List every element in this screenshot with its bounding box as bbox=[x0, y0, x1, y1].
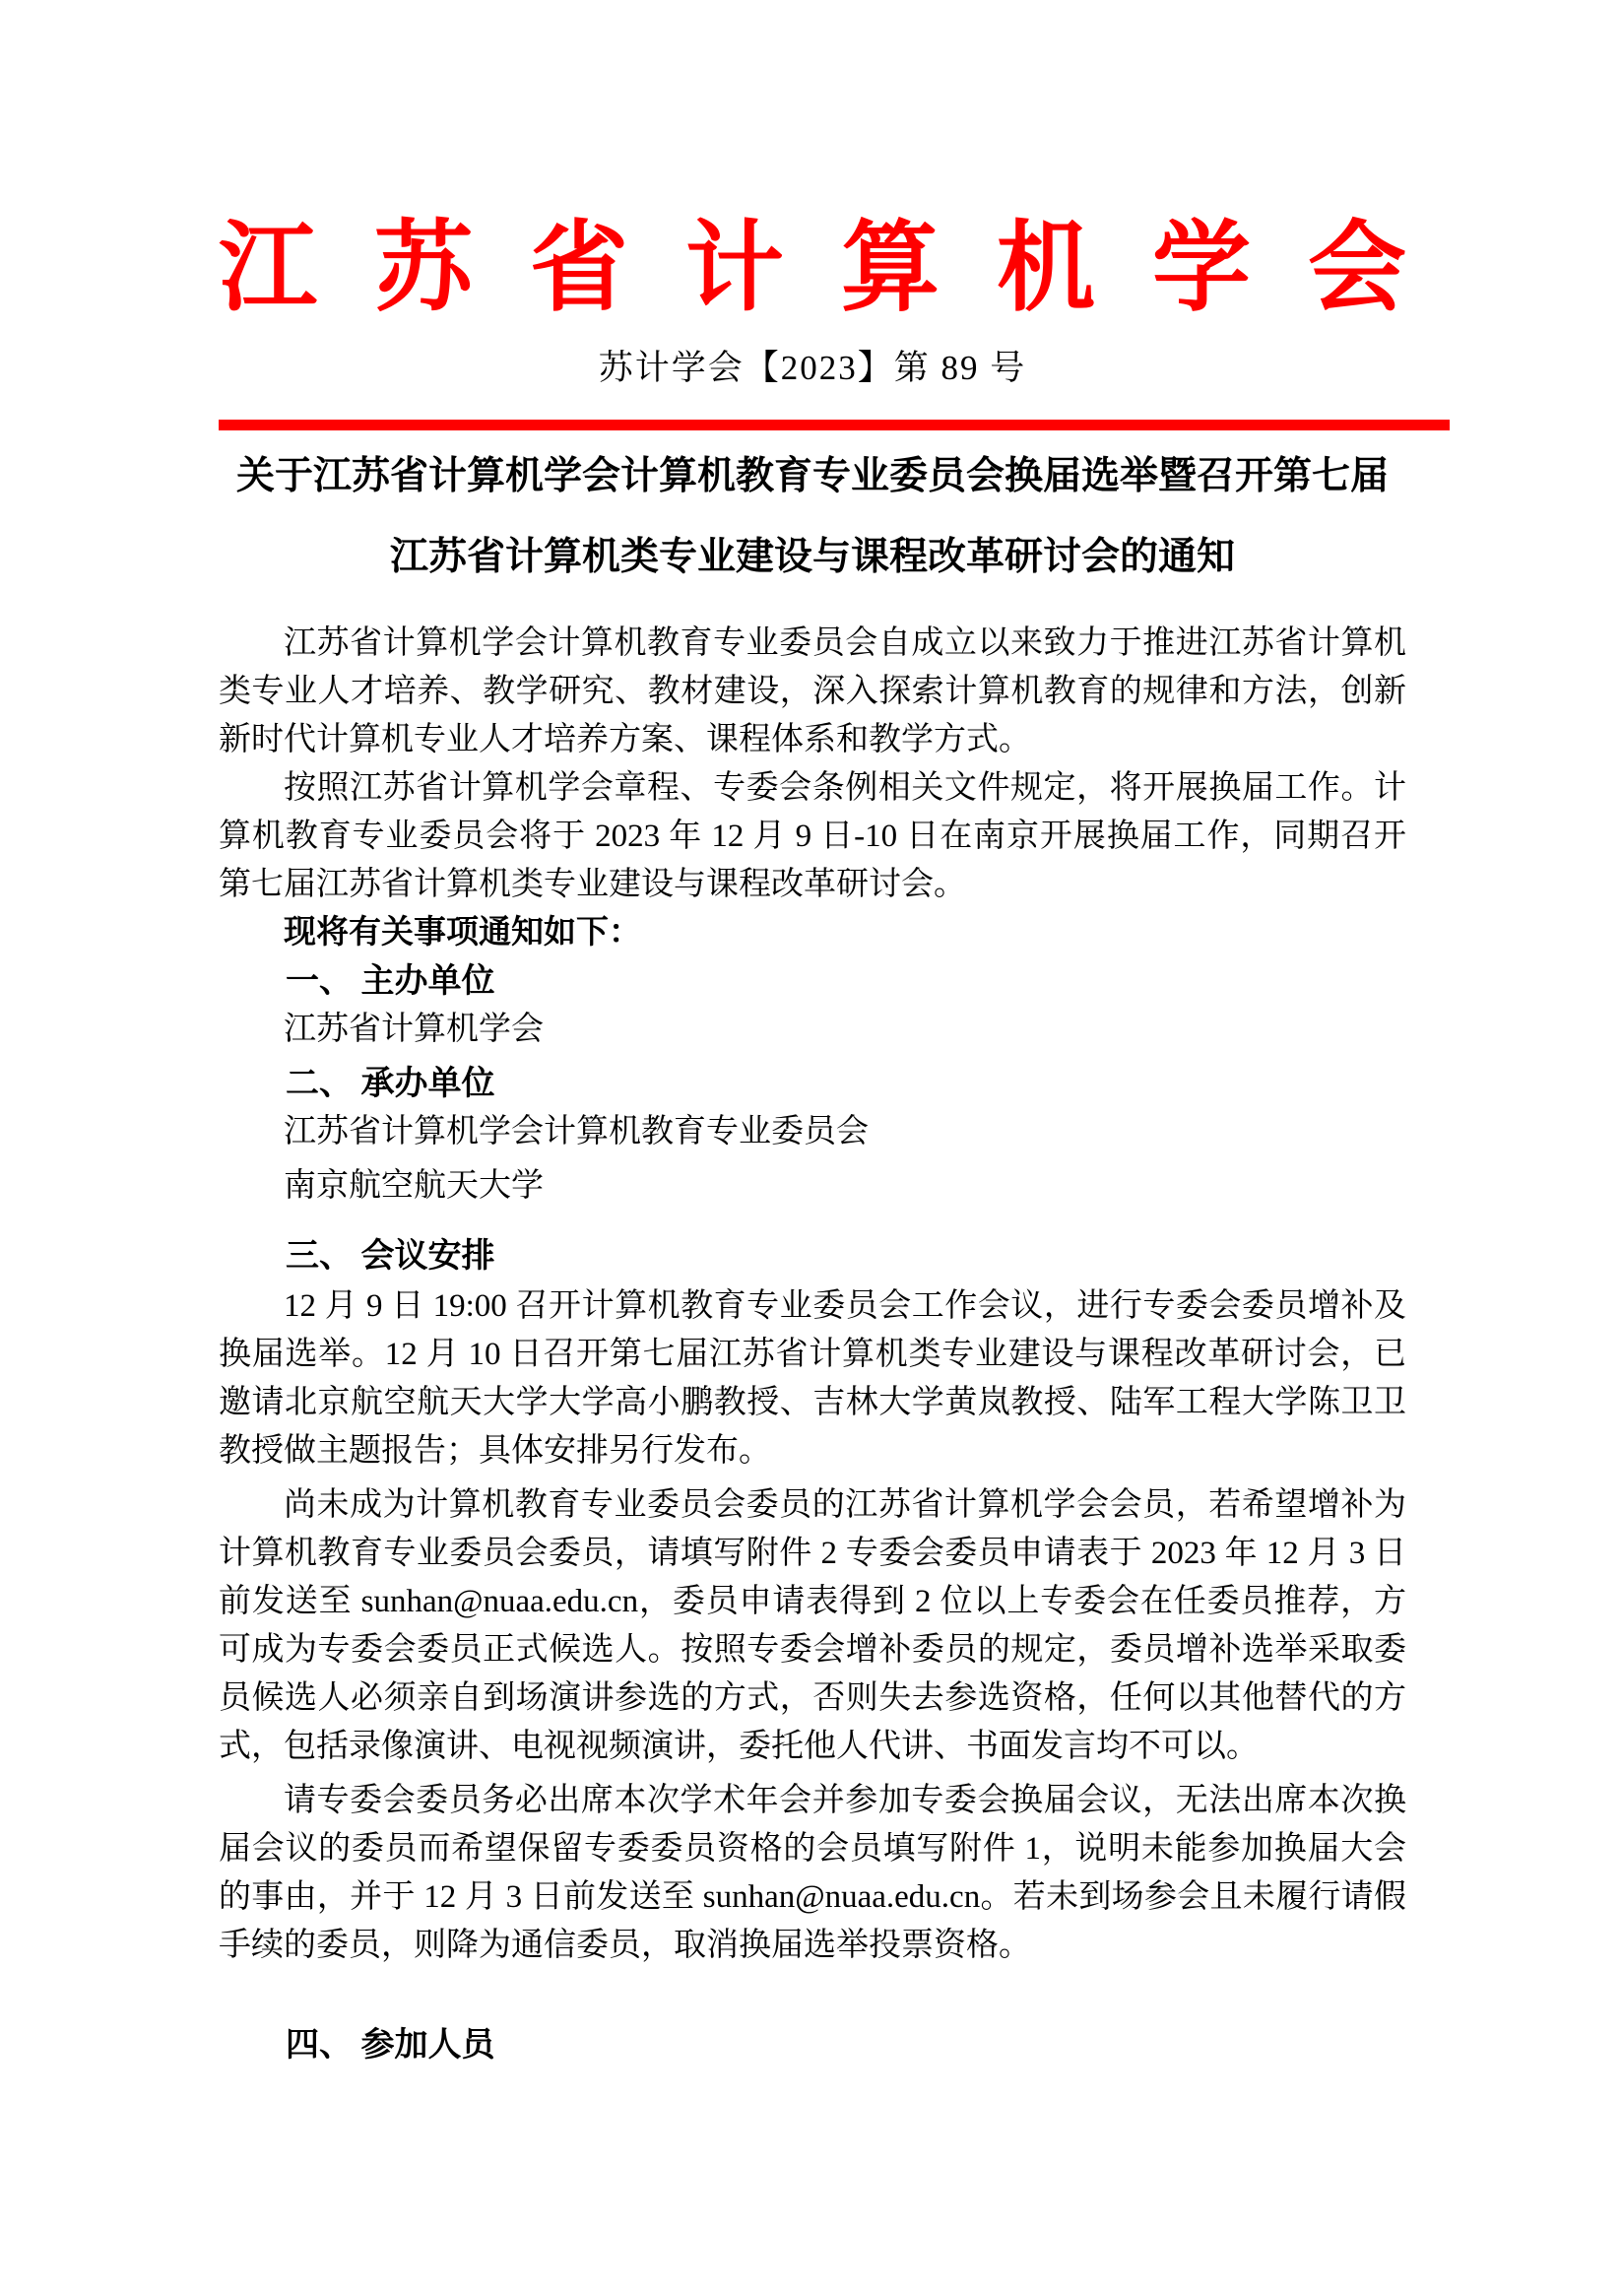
document-body bbox=[219, 620, 1406, 2069]
section-organizer-unit bbox=[219, 1060, 1406, 1211]
org-title: 江苏省计算机学会 bbox=[219, 214, 1463, 323]
section-meeting-arrangement bbox=[219, 1232, 1406, 1970]
section-heading: 四、 参加人员 bbox=[286, 2027, 495, 2064]
section-item: 江苏省计算机学会计算机教育专业委员会 bbox=[284, 1114, 869, 1149]
red-divider bbox=[219, 420, 1450, 430]
section-heading: 二、 承办单位 bbox=[286, 1066, 495, 1102]
intro-paragraph-2: 按照江苏省计算机学会章程、专委会条例相关文件规定，将开展换届工作。计算机教育专业委员会将于 2023 年 12 月 9 日-10 日在南京开展换届工作，同期召开第七届江苏省计算机类专业建设与课程改革研讨会。 bbox=[219, 770, 1406, 902]
doc-title-line-2: 江苏省计算机类专业建设与课程改革研讨会的通知 bbox=[389, 536, 1235, 578]
section-paragraph: 尚未成为计算机教育专业委员会委员的江苏省计算机学会会员，若希望增补为计算机教育专业委员会委员，请填写附件 2 专委会委员申请表于 2023 年 12 月 3 日前发送至 sunhan@nuaa.edu.cn，委员申请表得到 2 位以上专委会在任委员推荐，方可成为专委会委员正式候选人。按照专委会增补委员的规定，委员增补选举采取委员候选人必须亲自到场演讲参选的方式，否则失去参选资格，任何以其他替代的方式，包括录像演讲、电视视频演讲，委托他人代讲、书面发言均不可以。 bbox=[219, 1487, 1406, 1764]
section-paragraph: 12 月 9 日 19:00 召开计算机教育专业委员会工作会议，进行专委会委员增补及换届选举。12 月 10 日召开第七届江苏省计算机类专业建设与课程改革研讨会，已邀请北京航空航天大学大学高小鹏教授、吉林大学黄岚教授、陆军工程大学陈卫卫教授做主题报告；具体安排另行发布。 bbox=[219, 1288, 1406, 1469]
section-item: 江苏省计算机学会 bbox=[284, 1012, 544, 1047]
section-heading: 一、 主办单位 bbox=[286, 963, 495, 1000]
letterhead bbox=[219, 214, 1463, 430]
section-participants bbox=[219, 2021, 1406, 2069]
doc-title-line-1: 关于江苏省计算机学会计算机教育专业委员会换届选举暨召开第七届 bbox=[235, 455, 1389, 497]
doc-title bbox=[219, 436, 1406, 598]
intro-paragraph-1: 江苏省计算机学会计算机教育专业委员会自成立以来致力于推进江苏省计算机类专业人才培养、教学研究、教材建设，深入探索计算机教育的规律和方法，创新新时代计算机专业人才培养方案、课程体系和教学方式。 bbox=[219, 625, 1406, 757]
doc-number: 苏计学会【2023】第 89 号 bbox=[598, 349, 1027, 387]
section-heading: 三、 会议安排 bbox=[286, 1238, 495, 1275]
section-paragraph: 请专委会委员务必出席本次学术年会并参加专委会换届会议，无法出席本次换届会议的委员而希望保留专委委员资格的会员填写附件 1，说明未能参加换届大会的事由，并于 12 月 3 日前发送至 sunhan@nuaa.edu.cn。若未到场参会且未履行请假手续的委员，则降为通信委员，取消换届选举投票资格。 bbox=[219, 1783, 1406, 1963]
section-item: 南京航空航天大学 bbox=[284, 1168, 544, 1204]
lead-in-line: 现将有关事项通知如下： bbox=[284, 915, 641, 951]
section-host-unit bbox=[219, 957, 1406, 1054]
